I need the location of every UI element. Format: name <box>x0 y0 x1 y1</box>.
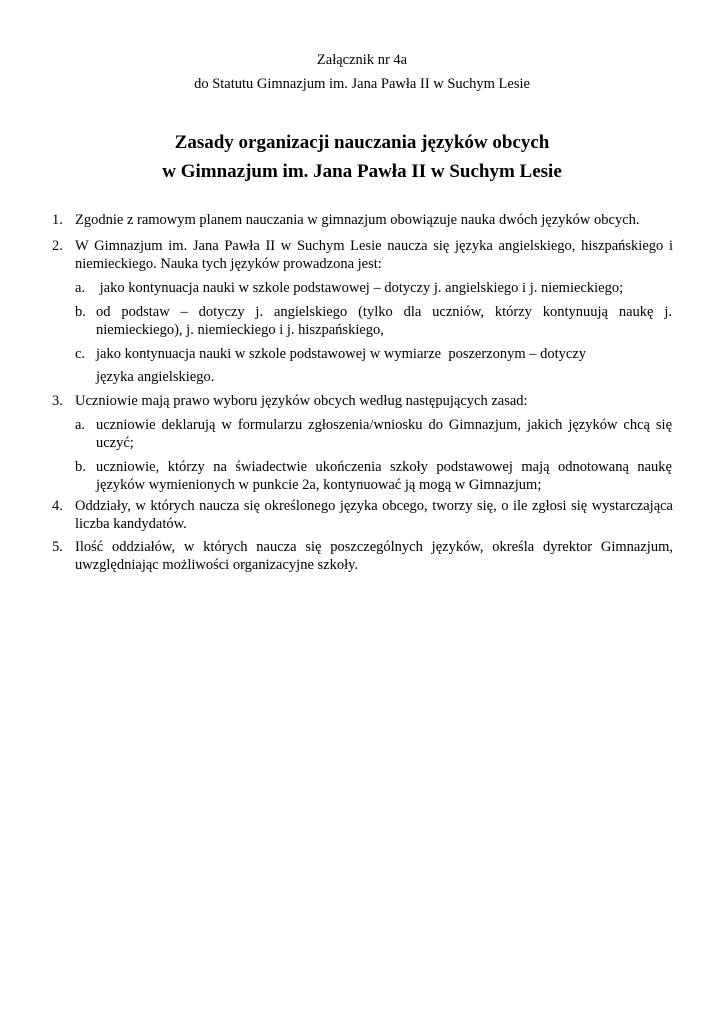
subitem-letter: b. <box>75 304 86 320</box>
item-number: 1. <box>52 212 63 228</box>
subitem-text: uczniowie deklarują w formularzu zgłoszenia/wniosku do Gimnazjum, jakich języków chcą się uczyć; <box>96 417 672 451</box>
item-text: Zgodnie z ramowym planem nauczania w gimnazjum obowiązuje nauka dwóch języków obcych. <box>75 212 640 228</box>
subitem-letter: b. <box>75 459 86 475</box>
subitem-text: jako kontynuacja nauki w szkole podstawowej – dotyczy j. angielskiego i j. niemieckiego; <box>96 280 624 296</box>
annex-reference: do Statutu Gimnazjum im. Jana Pawła II w Suchym Lesie <box>194 76 530 92</box>
subitem-text-continuation: języka angielskiego. <box>96 369 215 385</box>
item-number: 3. <box>52 393 63 409</box>
subitem-letter: c. <box>75 346 86 362</box>
subitem-letter: a. <box>75 417 86 433</box>
subitem-letter: a. <box>75 280 86 296</box>
item-number: 5. <box>52 539 63 555</box>
subitem-text: od podstaw – dotyczy j. angielskiego (tylko dla uczniów, którzy kontynuują naukę j. niemieckiego), j. niemieckiego i j. hiszpańskiego, <box>96 304 672 338</box>
document-title-line-2: w Gimnazjum im. Jana Pawła II w Suchym Lesie <box>162 161 562 182</box>
document-title-line-1: Zasady organizacji nauczania języków obcych <box>174 132 550 153</box>
subitem-text: jako kontynuacja nauki w szkole podstawowej w wymiarze poszerzonym – dotyczy <box>96 346 587 362</box>
item-number: 4. <box>52 498 63 514</box>
item-number: 2. <box>52 238 63 254</box>
annex-label: Załącznik nr 4a <box>316 52 408 68</box>
item-text: Oddziały, w których naucza się określonego języka obcego, tworzy się, o ile zgłosi się wystarczająca liczba kandydatów. <box>75 498 673 532</box>
item-text: Uczniowie mają prawo wyboru języków obcych według następujących zasad: <box>75 393 528 409</box>
subitem-text: uczniowie, którzy na świadectwie ukończenia szkoły podstawowej mają odnotowaną naukę języków wymienionych w punkcie 2a, kontynuować ją mogą w Gimnazjum; <box>96 459 672 493</box>
item-text: Ilość oddziałów, w których naucza się poszczególnych języków, określa dyrektor Gimnazjum, uwzględniając możliwości organizacyjne szkoły. <box>75 539 673 573</box>
item-text: W Gimnazjum im. Jana Pawła II w Suchym Lesie naucza się języka angielskiego, hiszpańskiego i niemieckiego. Nauka tych języków prowadzona jest: <box>75 238 673 272</box>
